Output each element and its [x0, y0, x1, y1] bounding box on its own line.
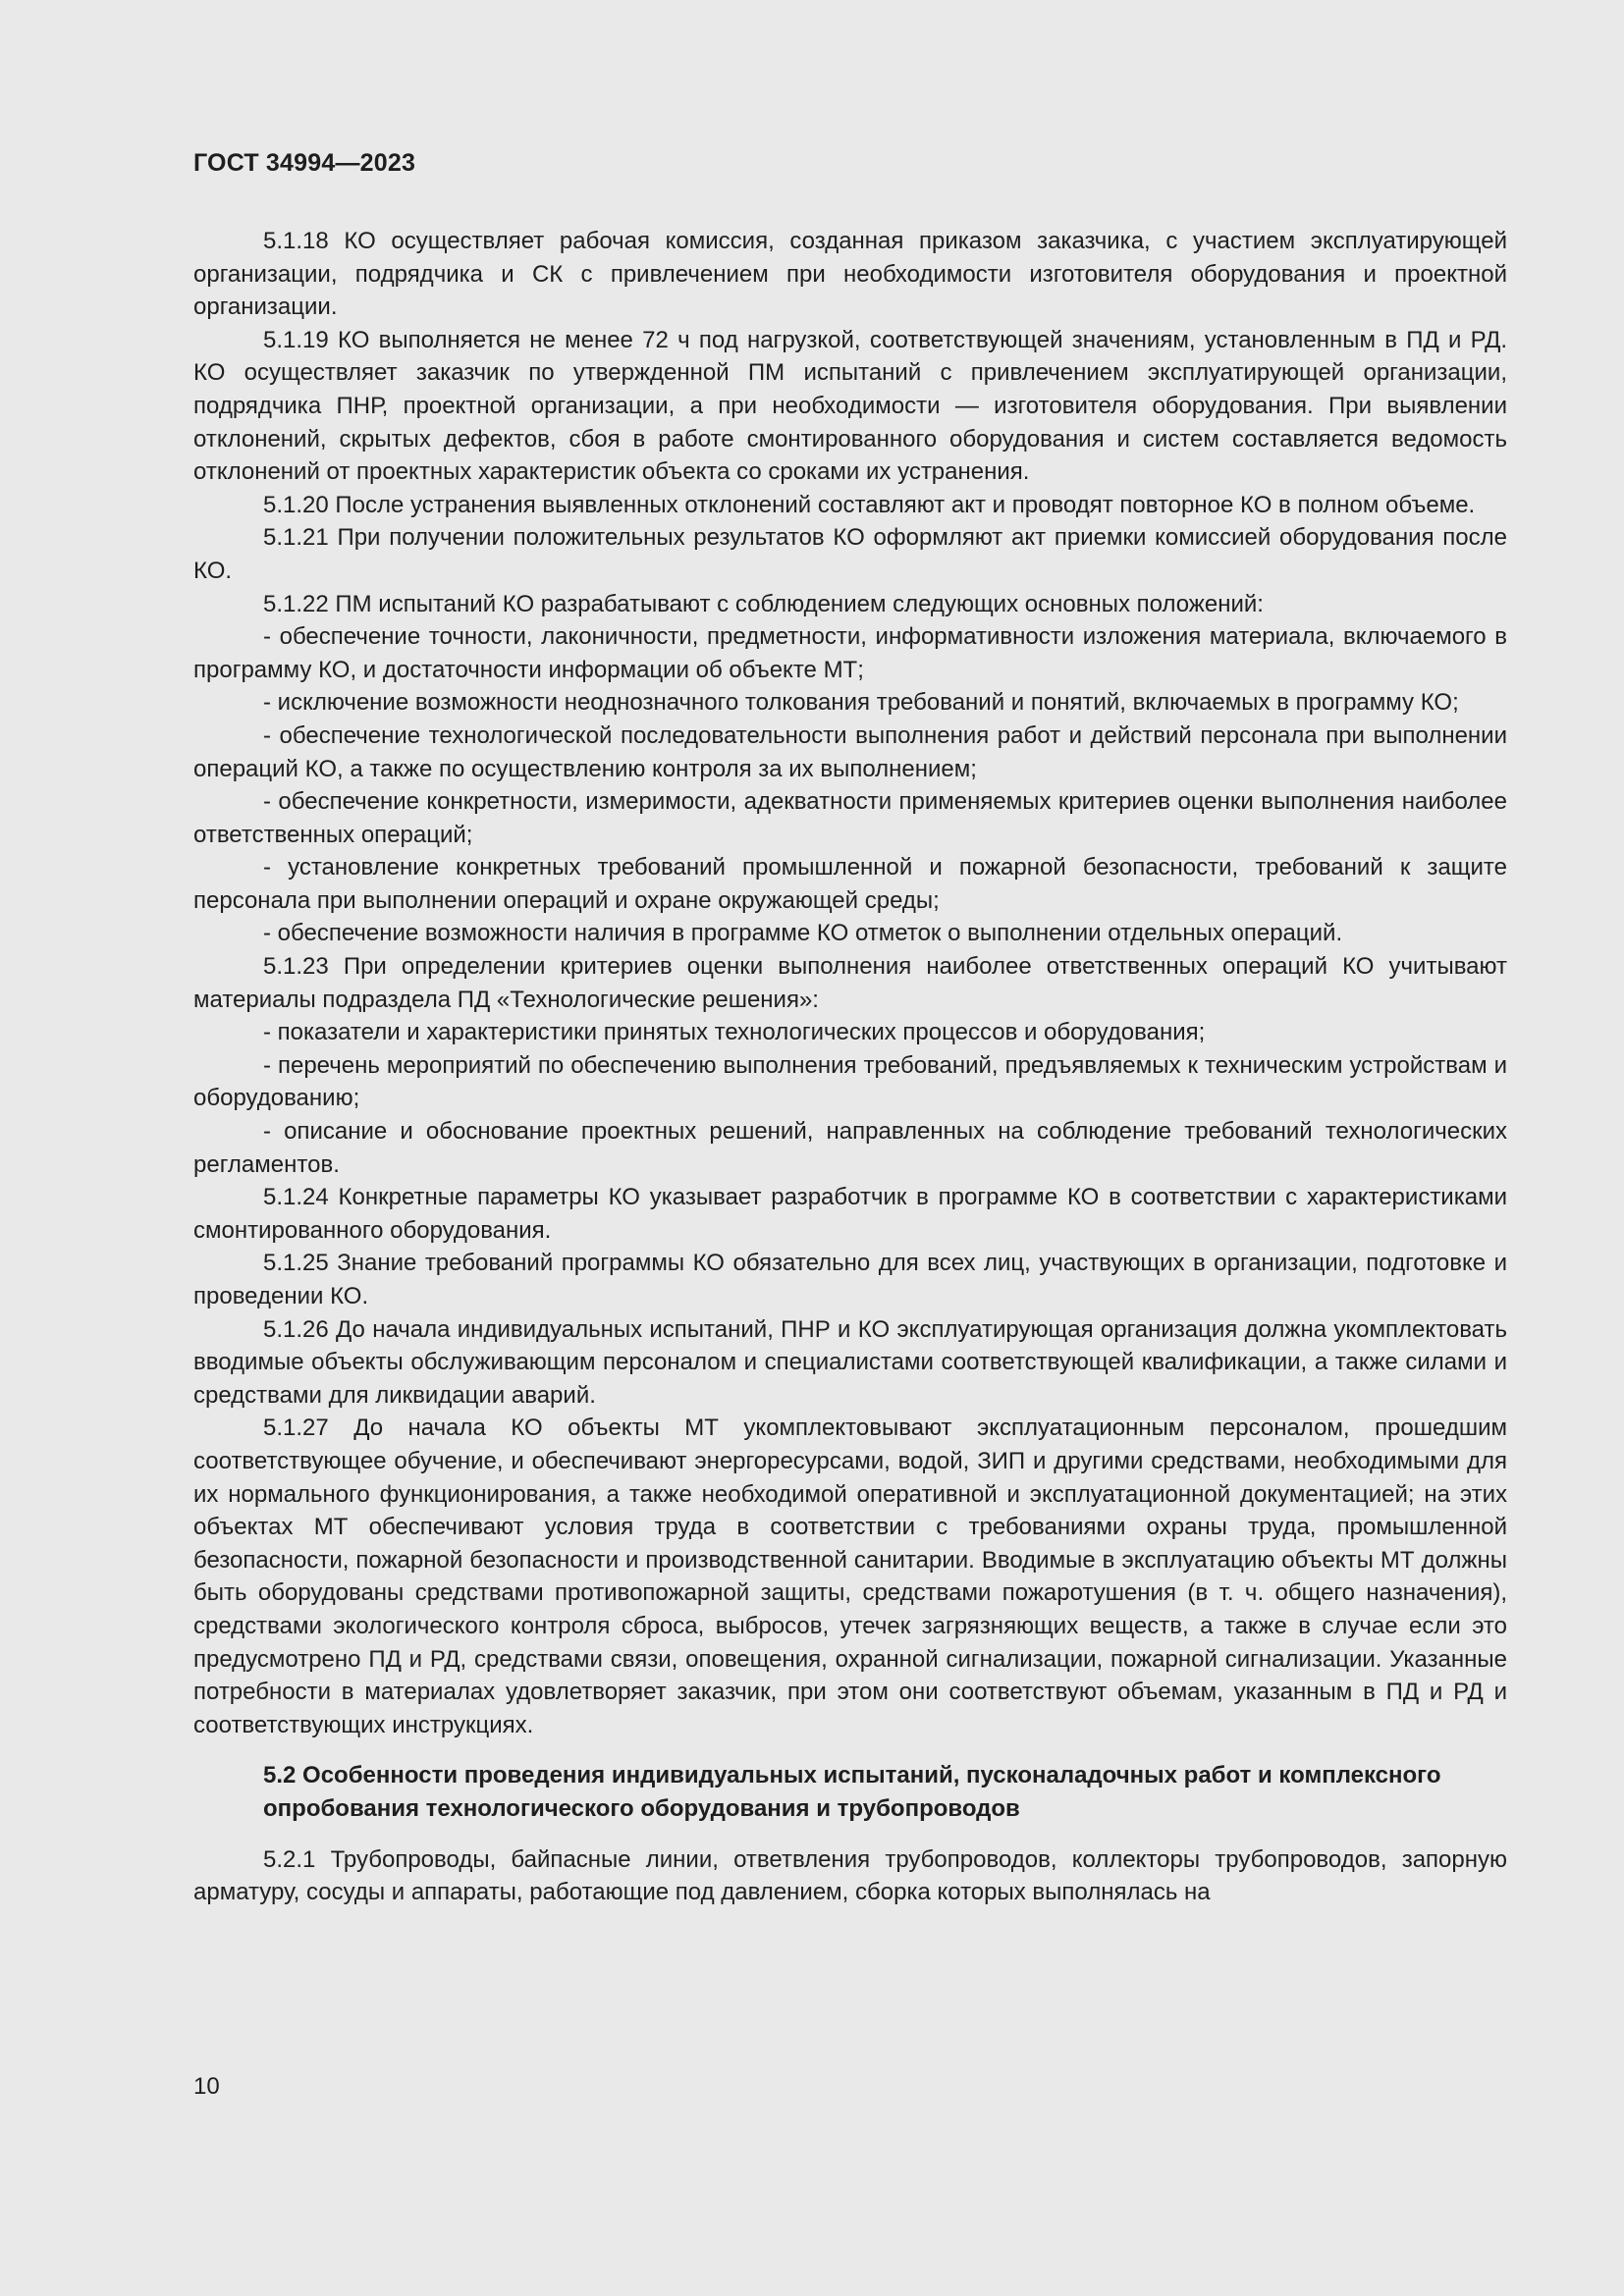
paragraph-5-1-20: 5.1.20 После устранения выявленных отклонений составляют акт и проводят повторное КО в полном объеме.: [263, 491, 1476, 518]
list-item: - обеспечение возможности наличия в программе КО отметок о выполнении отдельных операций.: [263, 920, 1343, 947]
paragraph-5-1-18: 5.1.18 КО осуществляет рабочая комиссия, созданная приказом заказчика, с участием эксплуатирующей организации, подрядчика и СК с привлечением при необходимости изготовителя оборудования и проектной организации.: [193, 228, 1507, 321]
section-heading-5-2: 5.2 Особенности проведения индивидуальных испытаний, пусконаладочных работ и комплексного опробования технологического оборудования и трубопроводов: [263, 1762, 1441, 1822]
paragraph-5-1-26: 5.1.26 До начала индивидуальных испытаний, ПНР и КО эксплуатирующая организация должна укомплектовать вводимые объекты обслуживающим персоналом и специалистами соответствующей квалификации, а также силами и средствами для ликвидации аварий.: [193, 1315, 1507, 1409]
list-item: - установление конкретных требований промышленной и пожарной безопасности, требований к защите персонала при выполнении операций и охране окружающей среды;: [193, 854, 1507, 914]
list-item: - обеспечение конкретности, измеримости, адекватности применяемых критериев оценки выполнения наиболее ответственных операций;: [193, 788, 1507, 848]
paragraph-5-1-25: 5.1.25 Знание требований программы КО обязательно для всех лиц, участвующих в организации, подготовке и проведении КО.: [193, 1250, 1507, 1309]
paragraph-5-2-1: 5.2.1 Трубопроводы, байпасные линии, ответвления трубопроводов, коллекторы трубопроводов, запорную арматуру, сосуды и аппараты, работающие под давлением, сборка которых выполнялась на: [193, 1845, 1507, 1906]
document-body: [193, 225, 1507, 1909]
list-item: - описание и обоснование проектных решений, направленных на соблюдение требований технологических регламентов.: [193, 1118, 1507, 1178]
list-item: - перечень мероприятий по обеспечению выполнения требований, предъявляемых к техническим устройствам и оборудованию;: [193, 1051, 1507, 1112]
list-item: - обеспечение точности, лаконичности, предметности, информативности изложения материала, включаемого в программу КО, и достаточности информации об объекте МТ;: [193, 623, 1507, 683]
list-item: - показатели и характеристики принятых технологических процессов и оборудования;: [263, 1019, 1206, 1046]
paragraph-5-1-21: 5.1.21 При получении положительных результатов КО оформляют акт приемки комиссией оборудования после КО.: [193, 524, 1507, 584]
document-code-header: ГОСТ 34994—2023: [193, 149, 416, 177]
paragraph-5-1-23: 5.1.23 При определении критериев оценки выполнения наиболее ответственных операций КО учитывают материалы подраздела ПД «Технологические решения»:: [193, 953, 1507, 1013]
list-item: - обеспечение технологической последовательности выполнения работ и действий персонала при выполнении операций КО, а также по осуществлению контроля за их выполнением;: [193, 721, 1507, 782]
page-number: 10: [193, 2073, 220, 2100]
paragraph-5-1-19: 5.1.19 КО выполняется не менее 72 ч под нагрузкой, соответствующей значениям, установленным в ПД и РД. КО осуществляет заказчик по утвержденной ПМ испытаний с привлечением эксплуатирующей организации, подрядчика ПНР, проектной организации, а при необходимости — изготовителя оборудования. При выявлении отклонений, скрытых дефектов, сбоя в работе смонтированного оборудования и систем составляется ведомость отклонений от проектных характеристик объекта со сроками их устранения.: [193, 326, 1507, 486]
paragraph-5-1-22: 5.1.22 ПМ испытаний КО разрабатывают с соблюдением следующих основных положений:: [263, 590, 1264, 617]
paragraph-5-1-27: 5.1.27 До начала КО объекты МТ укомплектовывают эксплуатационным персоналом, прошедшим соответствующее обучение, и обеспечивают энергоресурсами, водой, ЗИП и другими средствами, необходимыми для их нормального функционирования, а также необходимой оперативной и эксплуатационной документацией; на этих объектах МТ обеспечивают условия труда в соответствии с требованиями охраны труда, промышленной безопасности, пожарной безопасности и производственной санитарии. Вводимые в эксплуатацию объекты МТ должны быть оборудованы средствами противопожарной защиты, средствами пожаротушения (в т. ч. общего назначения), средствами экологического контроля сброса, выбросов, утечек загрязняющих веществ, а также в случае если это предусмотрено ПД и РД, средствами связи, оповещения, охранной сигнализации, пожарной сигнализации. Указанные потребности в материалах удовлетворяет заказчик, при этом они соответствуют объемам, указанным в ПД и РД и соответствующих инструкциях.: [193, 1415, 1507, 1738]
list-item: - исключение возможности неоднозначного толкования требований и понятий, включаемых в программу КО;: [263, 689, 1459, 717]
paragraph-5-1-24: 5.1.24 Конкретные параметры КО указывает разработчик в программе КО в соответствии с характеристиками смонтированного оборудования.: [193, 1184, 1507, 1244]
